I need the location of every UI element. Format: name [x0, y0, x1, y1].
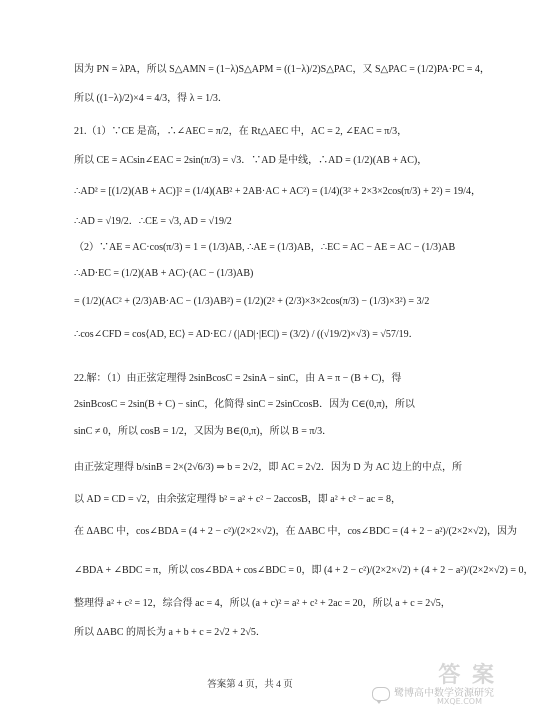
solution-line: ∴cos∠CFD = cos⟨AD, EC⟩ = AD·EC / (|AD|·|EC|) = (3/2) / ((√19/2)×√3) = √57/19．: [74, 329, 419, 340]
solution-line: 22.解：（1）由正弦定理得 2sinBcosC = 2sinA − sinC，由 A = π − (B + C)，得: [74, 373, 402, 384]
solution-line: 所以 CE = ACsin∠EAC = 2sin(π/3) = √3．∵AD 是中线，∴AD = (1/2)(AB + AC)，: [74, 155, 428, 166]
solution-line: 在 ΔABC 中，cos∠BDA = (4 + 2 − c²)/(2×2×√2)，在 ΔABC 中，cos∠BDC = (4 + 2 − a²)/(2×2×√2)，因为: [74, 526, 517, 537]
watermark-text: 鹭博高中数学资源研究: [394, 687, 494, 699]
solution-line: ∠BDA + ∠BDC = π，所以 cos∠BDA + cos∠BDC = 0，即 (4 + 2 − c²)/(2×2×√2) + (4 + 2 − a²)/(2×2×√2) = 0，: [74, 565, 533, 576]
solution-line: 21.（1）∵CE 是高，∴∠AEC = π/2，在 Rt△AEC 中，AC = 2, ∠EAC = π/3，: [74, 126, 408, 137]
solution-line: = (1/2)(AC² + (2/3)AB·AC − (1/3)AB²) = (1/2)(2² + (2/3)×3×2cos(π/3) − (1/3)×3²) = 3/2: [74, 296, 430, 307]
page-footer: 答案第 4 页，共 4 页: [207, 680, 293, 690]
solution-line: 由正弦定理得 b/sinB = 2×(2√6/3) ⇒ b = 2√2，即 AC = 2√2．因为 D 为 AC 边上的中点，所: [74, 462, 462, 473]
chat-bubble-icon: [372, 687, 390, 701]
solution-line: 所以 ((1−λ)/2)×4 = 4/3，得 λ = 1/3．: [74, 93, 228, 104]
watermark-stamp: 答 案: [438, 662, 496, 688]
solution-line: ∴AD = √19/2．∴CE = √3, AD = √19/2: [74, 216, 232, 227]
solution-line: ∴AD² = [(1/2)(AB + AC)]² = (1/4)(AB² + 2AB·AC + AC²) = (1/4)(3² + 2×3×2cos(π/3) + 2²) = 19/4，: [74, 186, 481, 197]
solution-line: ∴AD·EC = (1/2)(AB + AC)·(AC − (1/3)AB): [74, 268, 254, 279]
solution-line: （2）∵AE = AC·cos(π/3) = 1 = (1/3)AB, ∴AE = (1/3)AB，∴EC = AC − AE = AC − (1/3)AB: [74, 242, 456, 253]
solution-line: sinC ≠ 0，所以 cosB = 1/2，又因为 B∈(0,π)，所以 B = π/3．: [74, 426, 333, 437]
watermark-url: MXQE.COM: [436, 697, 482, 706]
solution-line: 以 AD = CD = √2，由余弦定理得 b² = a² + c² − 2accosB，即 a² + c² − ac = 8，: [74, 494, 401, 505]
solution-line: 2sinBcosC = 2sin(B + C) − sinC，化简得 sinC = 2sinCcosB．因为 C∈(0,π)，所以: [74, 399, 415, 410]
solution-line: 整理得 a² + c² = 12，综合得 ac = 4，所以 (a + c)² = a² + c² + 2ac = 20，所以 a + c = 2√5，: [74, 598, 451, 609]
solution-line: 所以 ΔABC 的周长为 a + b + c = 2√2 + 2√5．: [74, 627, 266, 638]
solution-line: 因为 PN = λPA，所以 S△AMN = (1−λ)S△APM = ((1−λ)/2)S△PAC，又 S△PAC = (1/2)PA·PC = 4，: [74, 64, 490, 75]
